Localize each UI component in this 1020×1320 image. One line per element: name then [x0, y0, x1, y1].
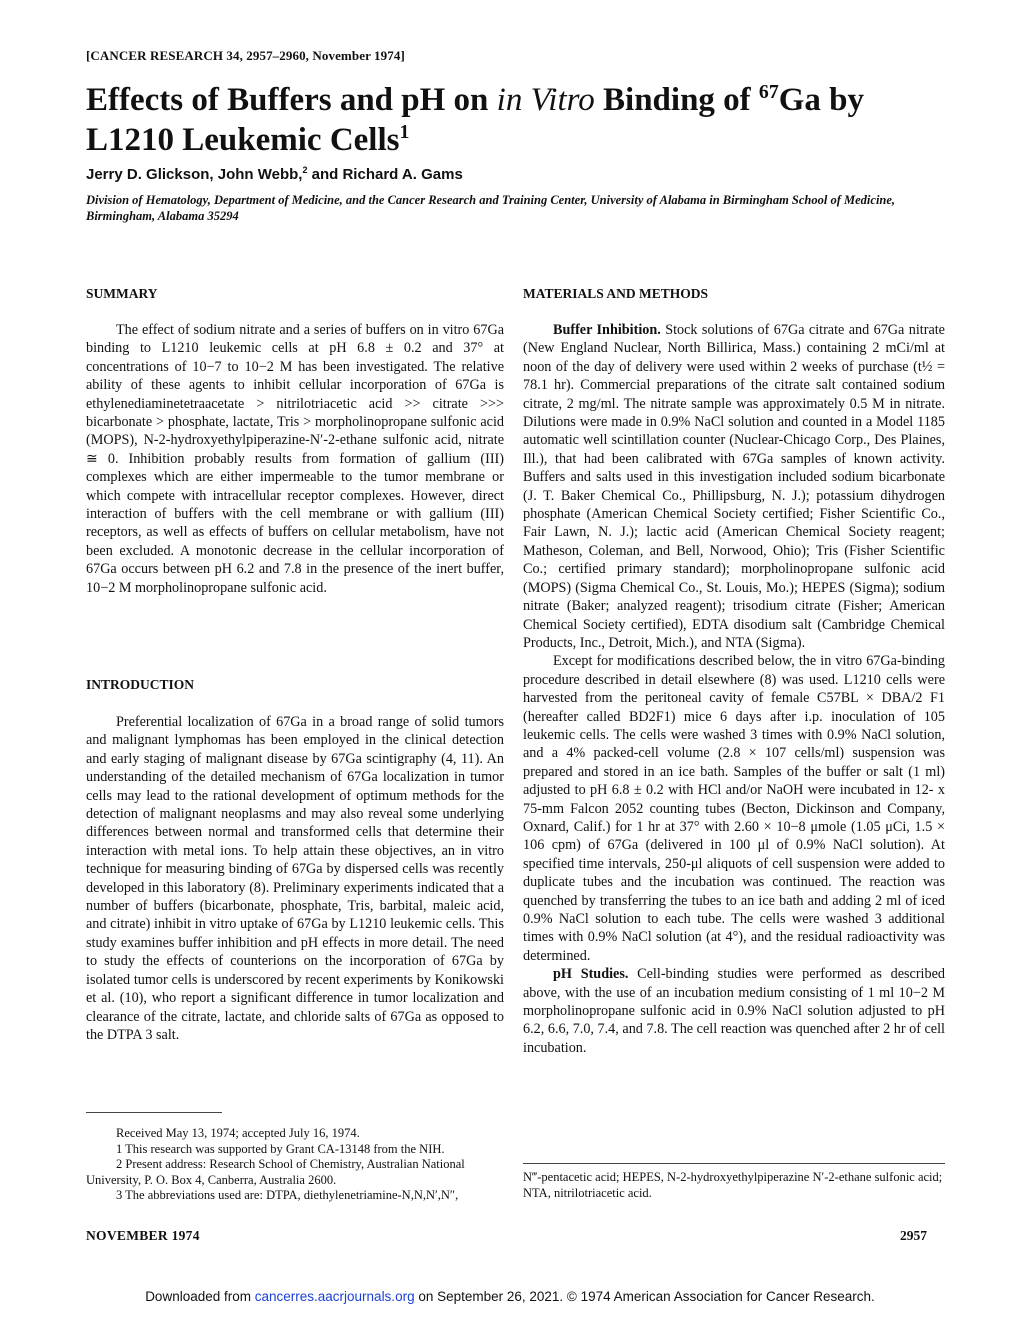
- introduction-text: Preferential localization of 67Ga in a broad range of solid tumors and malignant lymphomas has been employed in the clinical detection and early staging of malignant disease by 67Ga scintigraphy (4, 11). An understanding of the detailed mechanism of 67Ga localization in tumor cells may lead to the rational development of optimum methods for the detection of malignant neoplasms and may also reveal some underlying differences between normal and transformed cells that determine their interaction with metal ions. To help attain these objectives, an in vitro technique for measuring binding of 67Ga by dispersed cells was recently developed in this laboratory (8). Preliminary experiments indicated that a number of buffers (bicarbonate, phosphate, Tris, barbital, maleic acid, and citrate) inhibit in vitro uptake of 67Ga by L1210 leukemic cells. This study examines buffer inhibition and pH effects in more detail. The need to study the effects of counterions on the incorporation of 67Ga by isolated tumor cells is underscored by recent experiments by Konikowski et al. (10), who report a significant difference in tumor localization and clearance of the citrate, lactate, and chloride salts of 67Ga as opposed to the DTPA 3 salt.: [86, 714, 504, 1043]
- download-prefix: Downloaded from: [145, 1289, 255, 1304]
- received-date: Received May 13, 1974; accepted July 16, 1974.: [116, 1126, 360, 1140]
- download-notice: [110, 1289, 910, 1305]
- ph-studies-text: Cell-binding studies were performed as described above, with the use of an incubation medium consisting of 1 ml 10−2 M morpholinopropane sulfonic acid in 0.9% NaCl solution adjusted to pH 6.2, 6.6, 7.0, 7.4, and 7.8. The cell reaction was quenched after 2 hr of cell incubation.: [523, 966, 945, 1056]
- title-footnote-mark: 1: [399, 121, 410, 143]
- journal-link[interactable]: cancerres.aacrjournals.org: [254, 1289, 415, 1304]
- ph-studies-title: pH Studies.: [553, 966, 629, 983]
- download-suffix: on September 26, 2021. © 1974 American Association for Cancer Research.: [414, 1289, 875, 1304]
- footnotes-left: [86, 1126, 504, 1204]
- author-list: [86, 166, 463, 183]
- title-text-2: Binding of: [594, 82, 759, 118]
- ph-studies-paragraph: [523, 965, 945, 1057]
- paper-title: [86, 80, 946, 160]
- journal-citation: [CANCER RESEARCH 34, 2957–2960, November 1974]: [86, 48, 405, 63]
- title-text-1: Effects of Buffers and pH on: [86, 82, 497, 118]
- title-isotope-mass: 67: [758, 81, 779, 103]
- title-italic: in Vitro: [496, 82, 595, 118]
- issue-date: NOVEMBER 1974: [86, 1228, 200, 1243]
- methods-heading: MATERIALS AND METHODS: [523, 286, 709, 301]
- right-footnote-divider: [523, 1163, 945, 1164]
- footnote-1: 1 This research was supported by Grant CA-13148 from the NIH.: [116, 1141, 445, 1156]
- authors-names-b: and Richard A. Gams: [307, 166, 463, 183]
- buffer-inhibition-text: Stock solutions of 67Ga citrate and 67Ga nitrate (New England Nuclear, North Billirica, Mass.) containing 2 mCi/ml at noon of the day of delivery were used within 2 weeks of purchase (t½ = 78.1 hr). Commercial preparations of the citrate salt contained sodium citrate, 2 mg/ml. The nitrate sample was approximately 0.5 M in nitrate. Dilutions were made in 0.9% NaCl solution and counted in a Model 1185 automatic well scintillation counter (Nuclear-Chicago Corp., Des Plaines, Ill.), that had been calibrated with 67Ga samples of known activity. Buffers and salts used in this investigation included sodium bicarbonate (J. T. Baker Chemical Co., Phillipsburg, N. J.); potassium dihydrogen phosphate (American Chemical Society certified; Fisher Scientific Co., Fair Lawn, N. J.); lactic acid (American Chemical Society reagent; Matheson, Coleman, and Bell, Norwood, Ohio); Tris (Fisher Scientific Co.; certified primary standard); morpholinopropane sulfonic acid (MOPS) (Sigma Chemical Co., St. Louis, Mo.); HEPES (Sigma); sodium nitrate (Baker; analyzed reagent); trisodium citrate (Fisher; American Chemical Society certified), EDTA disodium salt (Cambridge Chemical Products, Inc., Detroit, Mich.), and NTA (Sigma).: [523, 322, 945, 651]
- methods-body: [523, 321, 945, 1057]
- affiliation: Division of Hematology, Department of Medicine, and the Cancer Research and Training Center, University of Alabama in Birmingham School of Medicine, Birmingham, Alabama 35294: [86, 193, 896, 223]
- footnote-2: 2 Present address: Research School of Chemistry, Australian National University, P. O. Box 4, Canberra, Australia 2600.: [86, 1157, 465, 1187]
- introduction-heading: INTRODUCTION: [86, 677, 195, 692]
- introduction-body: [86, 713, 504, 1044]
- authors-footnote-mark: 2: [302, 165, 308, 175]
- authors-names-a: Jerry D. Glickson, John Webb,: [86, 166, 303, 183]
- page-number: 2957: [900, 1228, 927, 1243]
- summary-heading: SUMMARY: [86, 286, 158, 301]
- footnote-continued: N‴-pentacetic acid; HEPES, N-2-hydroxyethylpiperazine N′-2-ethane sulfonic acid; NTA, nitrilotriacetic acid.: [523, 1170, 943, 1200]
- title-text-3: Ga by L1210 Leukemic Cells: [86, 82, 864, 158]
- footnote-divider: [86, 1112, 222, 1113]
- footnote-3: 3 The abbreviations used are: DTPA, diethylenetriamine-N,N,N′,N″,: [116, 1188, 459, 1202]
- summary-body: [86, 321, 504, 597]
- buffer-inhibition-paragraph: [523, 321, 945, 652]
- procedure-paragraph: Except for modifications described below, the in vitro 67Ga-binding procedure described in detail elsewhere (8) was used. L1210 cells were harvested from the peritoneal cavity of female C57BL × DBA/2 F1 (hereafter called BD2F1) mice 6 days after i.p. inoculation of 105 leukemic cells. The cells were washed 3 times with 0.9% NaCl solution, and a 4% packed-cell volume (2.8 × 107 cells/ml) suspension was prepared and stored in an ice bath. Samples of the buffer or salt (1 ml) adjusted to pH 6.8 ± 0.2 with HCl and/or NaOH were incubated in 12- x 75-mm Falcon 2052 counting tubes (Becton, Dickinson and Company, Oxnard, Calif.) for 1 hr at 37° with 2.60 × 10−8 μmole (1.05 μCi, 1.5 × 106 cpm) of 67Ga (delivered in 100 μl of 0.9% NaCl solution). At specified time intervals, 250-μl aliquots of cell suspension were added to duplicate tubes and the incubation was continued. The reaction was quenched by transferring the tubes to an ice bath and adding 2 ml of iced 0.9% NaCl solution to each tube. The cells were washed 3 additional times with 0.9% NaCl solution (at 4°), and the residual radioactivity was determined.: [523, 653, 945, 964]
- buffer-inhibition-title: Buffer Inhibition.: [553, 322, 661, 338]
- summary-text: The effect of sodium nitrate and a series of buffers on in vitro 67Ga binding to L1210 leukemic cells at pH 6.8 ± 0.2 and 37° at concentrations of 10−7 to 10−2 M has been investigated. The relative ability of these agents to inhibit cellular incorporation of 67Ga is ethylenediaminetetraacetate > nitrilotriacetic acid >> citrate >>> bicarbonate > phosphate, lactate, Tris > morpholinopropane sulfonic acid (MOPS), N-2-hydroxyethylpiperazine-N′-2-ethane sulfonic acid, nitrate ≅ 0. Inhibition probably results from formation of gallium (III) complexes which are either impermeable to the tumor membrane or which compete with intracellular receptor complexes. However, direct interaction of buffers with the cell membrane or with gallium (III) receptors, as well as effects of buffers on cellular metabolism, have not been excluded. A monotonic decrease in the cellular incorporation of 67Ga occurs between pH 6.2 and 7.8 in the presence of the inert buffer, 10−2 M morpholinopropane sulfonic acid.: [86, 322, 504, 596]
